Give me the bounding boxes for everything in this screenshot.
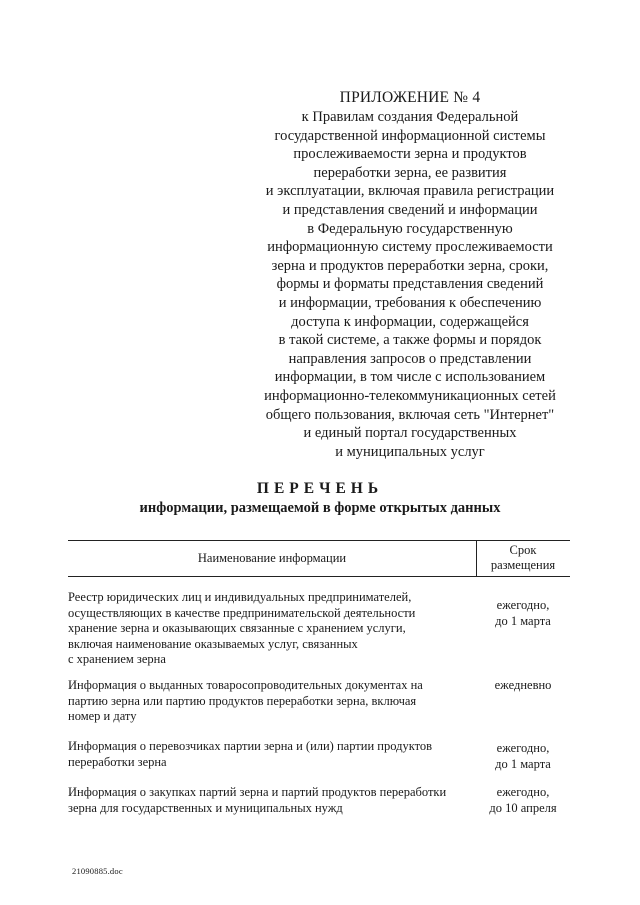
row-name-line: Информация о перевозчиках партии зерна и (или) партии продуктов bbox=[68, 739, 433, 753]
row-name-line: хранение зерна и оказывающих связанные с хранением услуги, bbox=[68, 621, 406, 635]
row-term-line: ежегодно, bbox=[496, 741, 550, 755]
row-name-line: Реестр юридических лиц и индивидуальных предпринимателей, bbox=[68, 590, 412, 604]
row-name-line: осуществляющих в качестве предпринимательской деятельности bbox=[68, 605, 416, 620]
appendix-line: информации, в том числе с использованием bbox=[274, 369, 546, 386]
appendix-line: и представления сведений и информации bbox=[282, 201, 538, 218]
appendix-line: доступа к информации, содержащейся bbox=[291, 313, 529, 330]
row-name bbox=[68, 739, 473, 770]
row-name-line: Информация о выданных товаросопроводительных документах на bbox=[68, 678, 423, 692]
row-name-line: Информация о закупках партий зерна и партий продуктов переработки bbox=[68, 785, 447, 799]
appendix-line: в такой системе, а также формы и порядок bbox=[278, 332, 542, 349]
appendix-line: направления запросов о представлении bbox=[288, 350, 532, 367]
appendix-line: и единый портал государственных bbox=[303, 425, 517, 442]
row-term-line: ежегодно, bbox=[496, 598, 550, 612]
row-name bbox=[68, 590, 473, 668]
appendix-title: ПРИЛОЖЕНИЕ № 4 bbox=[339, 89, 481, 106]
list-title: ПЕРЕЧЕНЬ bbox=[256, 480, 384, 497]
row-name bbox=[68, 678, 473, 725]
row-name-line: партию зерна или партию продуктов переработки зерна, включая bbox=[68, 693, 417, 708]
appendix-line: общего пользования, включая сеть "Интернет" bbox=[265, 406, 555, 423]
appendix-description bbox=[240, 108, 580, 461]
appendix-line: и муниципальных услуг bbox=[335, 443, 485, 460]
header-name: Наименование информации bbox=[197, 550, 347, 565]
appendix-line: и информации, требования к обеспечению bbox=[278, 294, 542, 311]
row-term bbox=[476, 678, 570, 694]
row-name-line: переработки зерна bbox=[68, 754, 167, 769]
header-term-line: размещения bbox=[490, 558, 556, 572]
document-file-id: 21090885.doc bbox=[72, 866, 123, 876]
row-term bbox=[476, 785, 570, 816]
row-name-line: включая наименование оказываемых услуг, связанных bbox=[68, 636, 358, 651]
appendix-block bbox=[240, 88, 580, 461]
row-term-line: до 1 марта bbox=[495, 756, 551, 771]
table-header-rule bbox=[68, 576, 570, 577]
row-name-line: с хранением зерна bbox=[68, 652, 166, 666]
row-term-line: ежегодно, bbox=[496, 785, 550, 799]
appendix-line: и эксплуатации, включая правила регистрации bbox=[265, 183, 555, 200]
row-name-line: номер и дату bbox=[68, 709, 137, 723]
row-term-line: ежедневно bbox=[494, 678, 552, 692]
header-term bbox=[476, 540, 570, 576]
row-name bbox=[68, 785, 473, 816]
appendix-line: государственной информационной системы bbox=[274, 127, 546, 144]
row-term-line: до 10 апреля bbox=[489, 800, 557, 815]
appendix-line: формы и форматы представления сведений bbox=[276, 276, 544, 293]
appendix-line: переработки зерна, ее развития bbox=[313, 164, 507, 181]
appendix-line: зерна и продуктов переработки зерна, сроки, bbox=[271, 257, 549, 274]
row-term bbox=[476, 598, 570, 629]
row-term-line: до 1 марта bbox=[495, 613, 551, 628]
header-term-line: Срок bbox=[509, 543, 537, 557]
appendix-line: к Правилам создания Федеральной bbox=[301, 109, 519, 125]
appendix-line: информационно-телекоммуникационных сетей bbox=[264, 387, 556, 404]
appendix-line: прослеживаемости зерна и продуктов bbox=[293, 146, 527, 163]
list-subtitle: информации, размещаемой в форме открытых данных bbox=[139, 500, 501, 516]
row-term bbox=[476, 741, 570, 772]
row-name-line: зерна для государственных и муниципальных нужд bbox=[68, 800, 343, 815]
appendix-line: информационную систему прослеживаемости bbox=[267, 239, 553, 256]
appendix-line: в Федеральную государственную bbox=[307, 220, 513, 237]
